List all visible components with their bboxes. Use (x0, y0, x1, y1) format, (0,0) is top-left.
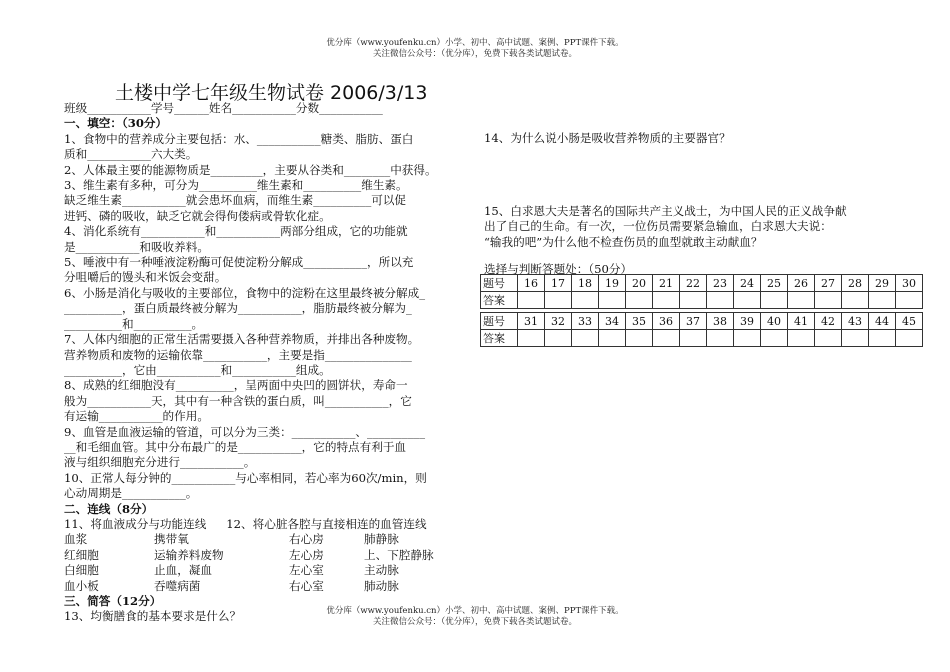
match-grid-row (64, 532, 474, 547)
question-number-cell: 29 (869, 275, 896, 292)
answer-cell[interactable] (599, 292, 626, 309)
q8-line1: 8、成熟的红细胞没有__________，呈两面中央凹的圆饼状，寿命一 (64, 378, 408, 393)
q15-line1: 15、白求恩大夫是著名的国际共产主义战士，为中国人民的正义战争献 (484, 204, 847, 218)
match-cell: 肺静脉 (364, 532, 399, 547)
section-short-answer: 三、简答（12分） (64, 594, 162, 608)
q15-line3: “输我的吧”为什么他不检查伤员的血型就敢主动献血？ (484, 234, 763, 249)
answer-cell[interactable] (842, 292, 869, 309)
q1-line2: 质和___________六大类。 (64, 147, 198, 162)
q1-line1: 1、食物中的营养成分主要包括：水、___________糖类、脂肪、蛋白 (64, 131, 414, 146)
left-column (64, 101, 474, 625)
question-number-cell: 33 (572, 313, 599, 330)
question-number-cell: 36 (653, 313, 680, 330)
question-number-cell: 22 (680, 275, 707, 292)
question-number-cell: 25 (761, 275, 788, 292)
question-number-cell: 31 (518, 313, 545, 330)
answer-cell[interactable] (815, 292, 842, 309)
answer-cell[interactable] (734, 330, 761, 347)
question-number-cell: 28 (842, 275, 869, 292)
exam-title: 土楼中学七年级生物试卷 2006/3/13 (115, 82, 428, 104)
question-number-cell: 30 (896, 275, 923, 292)
answer-area-label: 选择与判断答题处：（50分） (484, 262, 633, 276)
answer-table-number-row (481, 313, 923, 330)
answer-cell[interactable] (653, 330, 680, 347)
answer-cell[interactable] (518, 330, 545, 347)
question-number-cell: 43 (842, 313, 869, 330)
answer-cell[interactable] (626, 292, 653, 309)
q7-line2: 营养物质和废物的运输依靠___________，主要是指_______________ (64, 347, 412, 362)
q3-line3: 进钙、磷的吸收，缺乏它就会得佝偻病或骨软化症。 (64, 208, 331, 223)
answer-cell[interactable] (572, 292, 599, 309)
answer-cell[interactable] (734, 292, 761, 309)
match-cell: 红细胞 (64, 547, 99, 562)
match-cell: 白细胞 (64, 563, 99, 578)
q2-line1: 2、人体最主要的能源物质是_________，主要从谷类和________中获得。 (64, 162, 437, 177)
answer-cell[interactable] (896, 330, 923, 347)
question-number-cell: 21 (653, 275, 680, 292)
answer-cell[interactable] (707, 292, 734, 309)
answer-cell[interactable] (869, 330, 896, 347)
answer-cell[interactable] (761, 330, 788, 347)
match-cell: 主动脉 (364, 563, 399, 578)
match-cell: 左心室 (289, 563, 324, 578)
match-cell: 肺动脉 (364, 578, 399, 593)
question-number-cell: 41 (788, 313, 815, 330)
q9-line3: 液与组织细胞充分进行___________。 (64, 455, 256, 470)
question-number-cell: 27 (815, 275, 842, 292)
watermark-line2: 关注微信公众号：（优分库），免费下载各类试题试卷。 (372, 617, 577, 627)
watermark-line2: 关注微信公众号：（优分库），免费下载各类试题试卷。 (372, 49, 577, 59)
q6-line2: __________，蛋白质最终被分解为___________，脂肪最终被分解为_ (64, 301, 412, 316)
answer-cell[interactable] (842, 330, 869, 347)
answer-cell[interactable] (680, 292, 707, 309)
q5-line1: 5、唾液中有一种唾液淀粉酶可促使淀粉分解成___________，所以充 (64, 255, 414, 270)
question-number-cell: 23 (707, 275, 734, 292)
answer-cell[interactable] (761, 292, 788, 309)
q6-line1: 6、小肠是消化与吸收的主要部位，食物中的淀粉在这里最终被分解成_ (64, 285, 425, 300)
q7-line1: 7、人体内细胞的正常生活需要摄入各种营养物质，并排出各种废物。 (64, 332, 420, 347)
q4-line2: 是___________和吸收养料。 (64, 239, 209, 254)
question-number-cell: 37 (680, 313, 707, 330)
student-info-line: 班级___________学号______姓名___________分数___________ (64, 101, 383, 115)
watermark-line1: 优分库（www.youfenku.cn）小学、初中、高中试题、案例、PPT课件下载。 (326, 38, 624, 48)
question-number-cell: 35 (626, 313, 653, 330)
match-cell: 左心房 (289, 547, 324, 562)
q15-block (484, 204, 847, 250)
question-number-cell: 18 (572, 275, 599, 292)
match-cell: 上、下腔静脉 (364, 547, 434, 562)
answer-cell[interactable] (653, 292, 680, 309)
question-number-cell: 17 (545, 275, 572, 292)
match-grid-row (64, 579, 474, 594)
q3-line2: 缺乏维生素___________就会患坏血病，而维生素__________可以促 (64, 193, 407, 208)
question-number-header: 题号 (481, 275, 518, 292)
watermark-bottom (0, 606, 950, 628)
right-column (484, 131, 894, 146)
answer-cell[interactable] (896, 292, 923, 309)
question-number-cell: 39 (734, 313, 761, 330)
match-grid-row (64, 563, 474, 578)
q8-line3: 有运输___________的作用。 (64, 409, 209, 424)
answer-table-answer-row (481, 292, 923, 309)
answer-table (480, 274, 923, 347)
answer-cell[interactable] (518, 292, 545, 309)
question-number-cell: 42 (815, 313, 842, 330)
match-cell: 右心室 (289, 578, 324, 593)
answer-cell[interactable] (788, 292, 815, 309)
match-cell: 运输养料废物 (154, 547, 224, 562)
q15-line2: 出了自己的生命。有一次，一位伤员需要紧急输血，白求恩大夫说： (484, 219, 832, 234)
section-matching: 二、连线（8分） (64, 501, 154, 516)
question-number-header: 题号 (481, 313, 518, 330)
match-cell: 止血，凝血 (154, 563, 212, 578)
q6-line3: __________和__________。 (64, 316, 204, 331)
q5-line2: 分咀嚼后的馒头和米饭会变甜。 (64, 270, 227, 285)
question-number-cell: 20 (626, 275, 653, 292)
answer-cell[interactable] (707, 330, 734, 347)
answer-cell[interactable] (869, 292, 896, 309)
question-number-cell: 32 (545, 313, 572, 330)
watermark-top (0, 38, 950, 60)
answer-cell[interactable] (788, 330, 815, 347)
question-number-cell: 44 (869, 313, 896, 330)
q10-line2: 心动周期是___________。 (64, 486, 198, 501)
q7-line3: __________，它由___________和___________组成。 (64, 362, 331, 377)
match-cell: 吞噬病菌 (154, 578, 201, 593)
answer-header: 答案 (481, 292, 518, 309)
match-cell: 携带氧 (154, 532, 189, 547)
question-number-cell: 40 (761, 313, 788, 330)
match-cell: 血小板 (64, 578, 99, 593)
question-number-cell: 26 (788, 275, 815, 292)
answer-cell[interactable] (545, 292, 572, 309)
q11-prompt: 11、将血液成分与功能连线 (64, 516, 207, 531)
answer-cell[interactable] (626, 330, 653, 347)
question-number-cell: 34 (599, 313, 626, 330)
q10-line1: 10、正常人每分钟的___________与心率相同，若心率为60次/min，则 (64, 470, 427, 485)
q14-line1: 14、为什么说小肠是吸收营养物质的主要器官？ (484, 131, 731, 145)
answer-header: 答案 (481, 330, 518, 347)
answer-cell[interactable] (815, 330, 842, 347)
answer-table-number-row (481, 275, 923, 292)
answer-cell[interactable] (572, 330, 599, 347)
question-number-cell: 38 (707, 313, 734, 330)
question-number-cell: 16 (518, 275, 545, 292)
match-cell: 右心房 (289, 532, 324, 547)
answer-cell[interactable] (680, 330, 707, 347)
match-grid-row (64, 548, 474, 563)
matching-prompts (64, 517, 474, 532)
q3-line1: 3、维生素有多种，可分为__________维生素和__________维生素。 (64, 178, 408, 193)
question-number-cell: 24 (734, 275, 761, 292)
question-number-cell: 19 (599, 275, 626, 292)
answer-cell[interactable] (599, 330, 626, 347)
q12-prompt: 12、将心脏各腔与直接相连的血管连线 (226, 516, 427, 531)
q9-line1: 9、血管是血液运输的管道，可以分为三类：___________、__________ (64, 424, 425, 439)
answer-table-answer-row (481, 330, 923, 347)
answer-cell[interactable] (545, 330, 572, 347)
match-cell: 血浆 (64, 532, 88, 547)
q9-line2: __和毛细血管。其中分布最广的是___________，它的特点有利于血 (64, 439, 407, 454)
section-fill-in: 一、填空：（30分） (64, 116, 168, 131)
q13-line1: 13、均衡膳食的基本要求是什么？ (64, 609, 242, 624)
question-number-cell: 45 (896, 313, 923, 330)
watermark-line1: 优分库（www.youfenku.cn）小学、初中、高中试题、案例、PPT课件下载。 (326, 606, 624, 616)
q8-line2: 般为___________天，其中有一种含铁的蛋白质，叫___________，它 (64, 393, 412, 408)
q4-line1: 4、消化系统有___________和___________两部分组成，它的功能就 (64, 224, 408, 239)
